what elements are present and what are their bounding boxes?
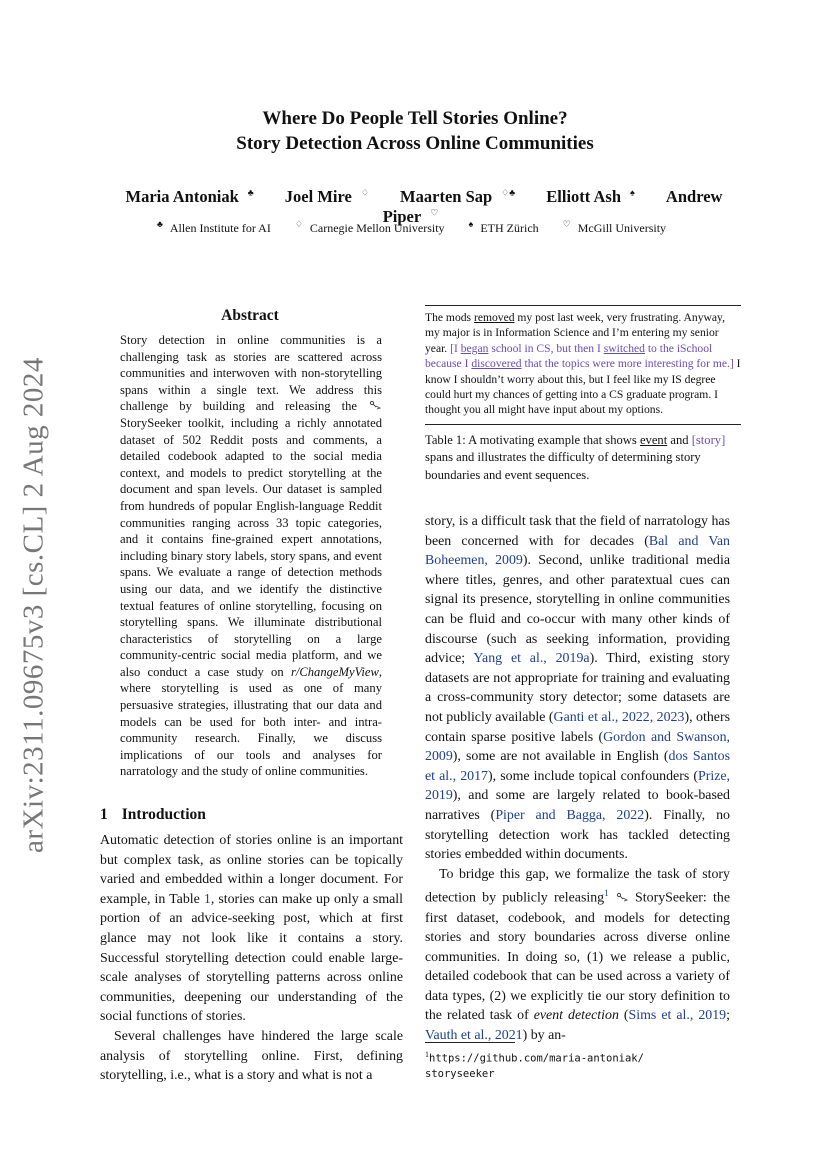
table-1-example: The mods removed my post last week, very frustrating. Anyway, my major is in Information Science and I’m entering my senior year. [I began school in CS, but then I switched to the iSchool because I discovered that the topics were more interesting for me.] I know I shouldn’t worry about this, but I feel like my IS degree could hurt my chances of getting into a CS graduate program. I thought you all might have input about my options. (425, 305, 741, 425)
paragraph: Several challenges have hindered the large scale analysis of storytelling online. First, defining storytelling, i.e., what is a story and what is not a (100, 1028, 403, 1084)
paper-title (100, 106, 730, 156)
citation-link[interactable]: Piper and Bagga, 2022 (495, 807, 645, 823)
affiliation: ♠ ETH Zürich (468, 219, 539, 235)
citation-link[interactable]: Ganti et al., 2022, 2023 (553, 709, 685, 725)
story-span: [I began school in CS, but then I switched to the iSchool because I discovered that the topics were more interesting for me.] (425, 341, 734, 371)
footnote-marker[interactable]: 1 (604, 888, 609, 899)
affiliation-list (80, 219, 750, 236)
citation-link[interactable]: dos Santos et al., 2017 (425, 749, 730, 784)
citation-link[interactable]: Bal and Van Boheemen, 2009 (425, 533, 730, 569)
title-line-2: Story Detection Across Online Communities (236, 133, 594, 154)
affiliation: ♡ McGill University (562, 219, 667, 235)
author: Maria Antoniak ♣ (125, 187, 254, 206)
intro-column-2 (425, 512, 730, 1046)
citation-link[interactable]: Vauth et al., 2021 (425, 1028, 523, 1044)
paragraph: Automatic detection of stories online is an important but complex task, as online stories can be topically varied and embedded within a longer document. For example, in Table 1, stories can make up only a small portion of an advice-seeking post, which at first glance may not look like it contains a story. Successful storytelling detection could enable large-scale analyses of storytelling patterns across online communities, deepening our understanding of the social functions of stories. (100, 833, 404, 1025)
citation-link[interactable]: Prize, 2019 (425, 768, 730, 804)
citation-link[interactable]: Gordon and Swanson, 2009 (425, 729, 731, 765)
abstract-heading: Abstract (221, 307, 279, 324)
abstract-body: Story detection in online communities is a challenging task as stories are scattered across communities and interwoven with non-storytelling spans within a single text. We address this challenge by building and releasing the StorySeeker toolkit, including a richly annotated dataset of 502 Reddit posts and comments, a detailed codebook adapted to the social media context, and models to predict storytelling at the document and span levels. Our dataset is sampled from hundreds of popular English-language Reddit communities ranging across 33 topic categories, and it contains fine-grained expert annotations, including binary story labels, story spans, and event spans. We evaluate a range of detection methods using our data, and we identify the distinctive textual features of online storytelling, focusing on storytelling spans. We illuminate distributional characteristics of storytelling on a large community-centric social media platform, and we also conduct a case study on r/ChangeMyView, where storytelling is used as one of many persuasive strategies, illustrating that our data and models can be used for both inter- and intra-community research. Finally, we discuss implications of our tools and analyses for narratology and the study of online communities. (120, 333, 382, 779)
affiliation: ♢ Carnegie Mellon University (294, 219, 445, 235)
paragraph: To bridge this gap, we formalize the task of story detection by publicly releasing$^1$ StorySeeker: the first dataset, codebook, and models for detecting stories and story boundaries across diverse online communities. In doing so, (1) we release a public, detailed codebook that can be used across a variety of data types, (2) we explicitly tie our story definition to the related task of event detection (Sims et al., 2019; Vauth et al., 2021) by an- (425, 866, 730, 1044)
arxiv-identifier: arXiv:2311.09675v3 [cs.CL] 2 Aug 2024 (17, 357, 50, 853)
footnote: $^1$https://github.com/maria-antoniak/ storyseeker (425, 1050, 644, 1080)
citation-link[interactable]: Sims et al., 2019 (628, 1008, 727, 1024)
storyseeker-icon (368, 400, 382, 411)
footnote-divider (425, 1042, 515, 1043)
author: Andrew Piper ♡ (382, 187, 723, 226)
storyseeker-icon (615, 892, 629, 903)
citation-link[interactable]: Yang et al., 2019a (473, 651, 590, 667)
author: Maarten Sap ♢♣ (400, 187, 516, 206)
table-caption: Table 1: A motivating example that shows event and [story] spans and illustrates the difficulty of determining story boundaries and event sequences. (425, 433, 726, 482)
event-span: removed (473, 311, 515, 324)
affiliation: ♣ Allen Institute for AI (156, 219, 271, 235)
author: Elliott Ash ♠ (546, 187, 635, 206)
table-reference-link[interactable]: 1 (203, 891, 211, 907)
section-heading: 1 Introduction (100, 806, 206, 823)
intro-column-1 (100, 831, 403, 1086)
author: Joel Mire ♢ (284, 187, 369, 206)
title-line-1: Where Do People Tell Stories Online? (262, 108, 568, 129)
footnote-url-link[interactable]: https://github.com/maria-antoniak/ storyseeker (425, 1052, 644, 1080)
paragraph: story, is a difficult task that the field of narratology has been concerned with for decades (Bal and Van Boheemen, 2009). Second, unlike traditional media where titles, genres, and other paratextual cues can signal its presence, storytelling in online communities can be fluid and co-occur with many other kinds of discourse (such as seeking information, providing advice; Yang et al., 2019a). Third, existing story datasets are not appropriate for training and evaluating a cross-community story detector; some datasets are not publicly available (Ganti et al., 2022, 2023), others contain sparse positive labels (Gordon and Swanson, 2009), some are not available in English (dos Santos et al., 2017), some include topical confounders (Prize, 2019), and some are largely related to book-based narratives (Piper and Bagga, 2022). Finally, no storytelling detection work has tackled detecting stories embedded within documents. (425, 514, 731, 863)
